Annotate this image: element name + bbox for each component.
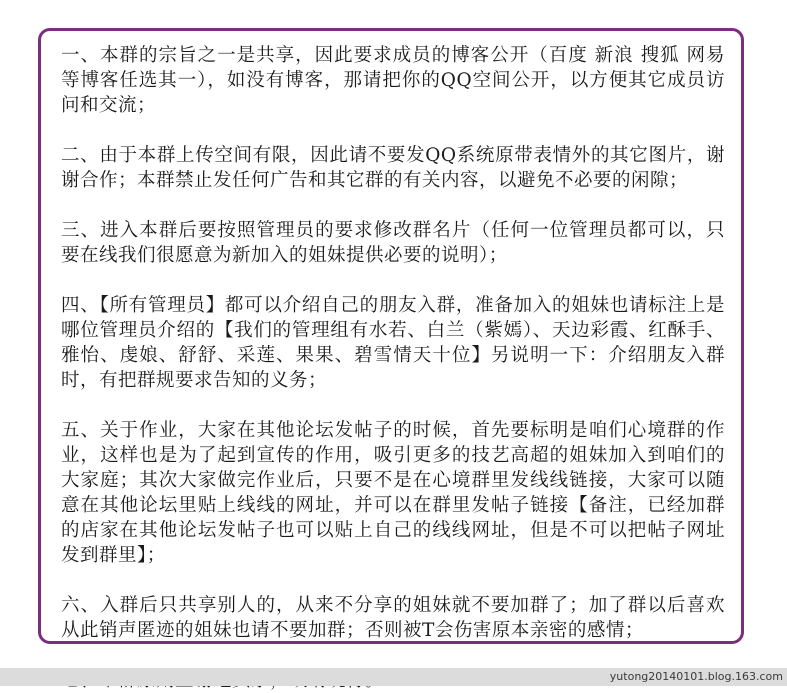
rule-5: 五、关于作业，大家在其他论坛发帖子的时候，首先要标明是咱们心境群的作业，这样也是为了起到宣传的作用，吸引更多的技艺高超的姐妹加入到咱们的大家庭；其次大家做完作业后，只要不是在心境群里发线线链接，大家可以随意在其他论坛里贴上线线的网址，并可以在群里发帖子链接【备注，已经加群的店家在其他论坛发帖子也可以贴上自己的线线网址，但是不可以把帖子网址发到群里】；: [61, 420, 725, 566]
blog-watermark: yutong20140101.blog.163.com: [609, 670, 783, 683]
footer-bar: [0, 668, 787, 686]
rule-2: 二、由于本群上传空间有限，因此请不要发QQ系统原带表情外的其它图片，谢谢合作；本群禁止发任何广告和其它群的有关内容，以避免不必要的闲隙；: [61, 145, 725, 191]
rules-frame: [38, 28, 744, 644]
rule-3: 三、进入本群后要按照管理员的要求修改群名片（任何一位管理员都可以，只要在线我们很愿意为新加入的姐妹提供必要的说明）；: [61, 220, 725, 266]
rule-6: 六、入群后只共享别人的，从来不分享的姐妹就不要加群了；加了群以后喜欢从此销声匿迹的姐妹也请不要加群；否则被T会伤害原本亲密的感情；: [61, 595, 725, 641]
rule-1: 一、本群的宗旨之一是共享，因此要求成员的博客公开（百度 新浪 搜狐 网易等博客任选其一），如没有博客，那请把你的QQ空间公开，以方便其它成员访问和交流；: [61, 45, 725, 116]
rules-content: [61, 43, 725, 693]
rule-4: 四、【所有管理员】都可以介绍自己的朋友入群，准备加入的姐妹也请标注上是哪位管理员介绍的【我们的管理组有水若、白兰（紫嫣）、天边彩霞、红酥手、雅怡、虔娘、舒舒、采莲、果果、碧雪情天十位】另说明一下：介绍朋友入群时，有把群规要求告知的义务；: [61, 295, 725, 391]
